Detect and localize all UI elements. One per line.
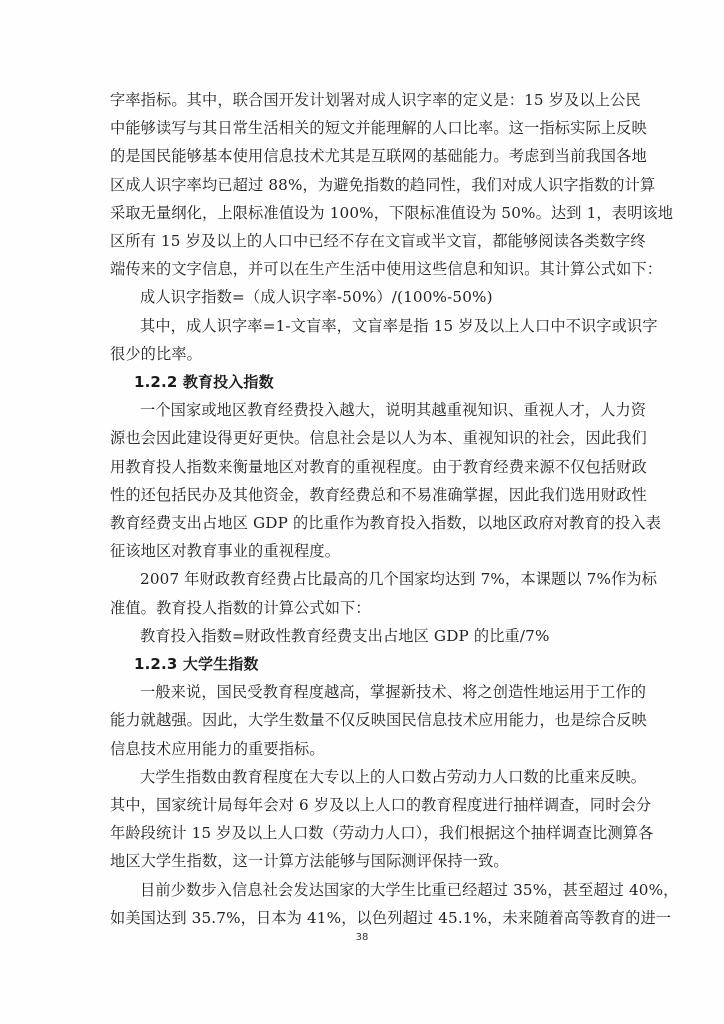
- body-line: 年龄段统计 15 岁及以上人口数（劳动力人口），我们根据这个抽样调查比测算各: [110, 824, 654, 843]
- body-line: 区成人识字率均已超过 88%，为避免指数的趋同性，我们对成人识字指数的计算: [110, 175, 656, 194]
- formula-education-index: 教育投入指数=财政性教育经费支出占地区 GDP 的比重/7%: [140, 626, 550, 645]
- body-line: 中能够读写与其日常生活相关的短文并能理解的人口比率。这一指标实际上反映: [110, 119, 647, 138]
- paragraph-first-line: 其中，成人识字率=1-文盲率，文盲率是指 15 岁及以上人口中不识字或识字: [140, 316, 658, 335]
- body-line: 区所有 15 岁及以上的人口中已经不存在文盲或半文盲，都能够阅读各类数字终: [110, 232, 646, 250]
- body-line: 能力就越强。因此，大学生数量不仅反映国民信息技术应用能力，也是综合反映: [110, 711, 647, 730]
- paragraph-last-line: 地区大学生指数，这一计算方法能够与国际测评保持一致。: [110, 852, 509, 871]
- body-line: 如美国达到 35.7%，日本为 41%，以色列超过 45.1%，未来随着高等教育的进一: [110, 908, 672, 927]
- page-number: 38: [355, 932, 369, 943]
- paragraph-last-line: 信息技术应用能力的重要指标。: [110, 739, 325, 758]
- paragraph-first-line: 一个国家或地区教育经费投入越大，说明其越重视知识、重视人才，人力资: [140, 401, 647, 420]
- paragraph-last-line: 征该地区对教育事业的重视程度。: [110, 542, 341, 561]
- paragraph-first-line: 大学生指数由教育程度在大专以上的人口数占劳动力人口数的比重来反映。: [140, 767, 647, 786]
- body-line: 的是国民能够基本使用信息技术尤其是互联网的基础能力。考虑到当前我国各地: [110, 147, 647, 166]
- body-line: 用教育投人指数来衡量地区对教育的重视程度。由于教育经费来源不仅包括财政: [110, 457, 647, 476]
- body-line: 其中，国家统计局每年会对 6 岁及以上人口的教育程度进行抽样调查，同时会分: [110, 796, 652, 814]
- section-heading-1-2-3: 1.2.3 大学生指数: [134, 655, 259, 673]
- paragraph-first-line: 目前少数步入信息社会发达国家的大学生比重已经超过 35%，甚至超过 40%，: [140, 880, 679, 899]
- paragraph-last-line: 准值。教育投人指数的计算公式如下：: [110, 598, 371, 617]
- body-line: 性的还包括民办及其他资金，教育经费总和不易准确掌握，因此我们选用财政性: [110, 485, 647, 504]
- paragraph-first-line: 一般来说，国民受教育程度越高，掌握新技术、将之创造性地运用于工作的: [140, 683, 647, 702]
- body-line: 字率指标。其中，联合国开发计划署对成人识字率的定义是：15 岁及以上公民: [110, 91, 641, 109]
- formula-literacy-index: 成人识字指数=（成人识字率-50%）/(100%-50%): [140, 288, 493, 307]
- section-heading-1-2-2: 1.2.2 教育投入指数: [134, 373, 274, 391]
- body-line: 采取无量纲化，上限标准值设为 100%，下限标准值设为 50%。达到 1，表明该地: [110, 203, 674, 222]
- body-line: 教育经费支出占地区 GDP 的比重作为教育投入指数，以地区政府对教育的投入表: [110, 514, 662, 532]
- body-line: 源也会因此建设得更好更快。信息社会是以人为本、重视知识的社会，因此我们: [110, 429, 647, 448]
- body-line: 端传来的文字信息，并可以在生产生活中使用这些信息和知识。其计算公式如下：: [110, 260, 663, 279]
- paragraph-last-line: 很少的比率。: [110, 344, 203, 363]
- paragraph-first-line: 2007 年财政教育经费占比最高的几个国家均达到 7%，本课题以 7%作为标: [140, 570, 658, 589]
